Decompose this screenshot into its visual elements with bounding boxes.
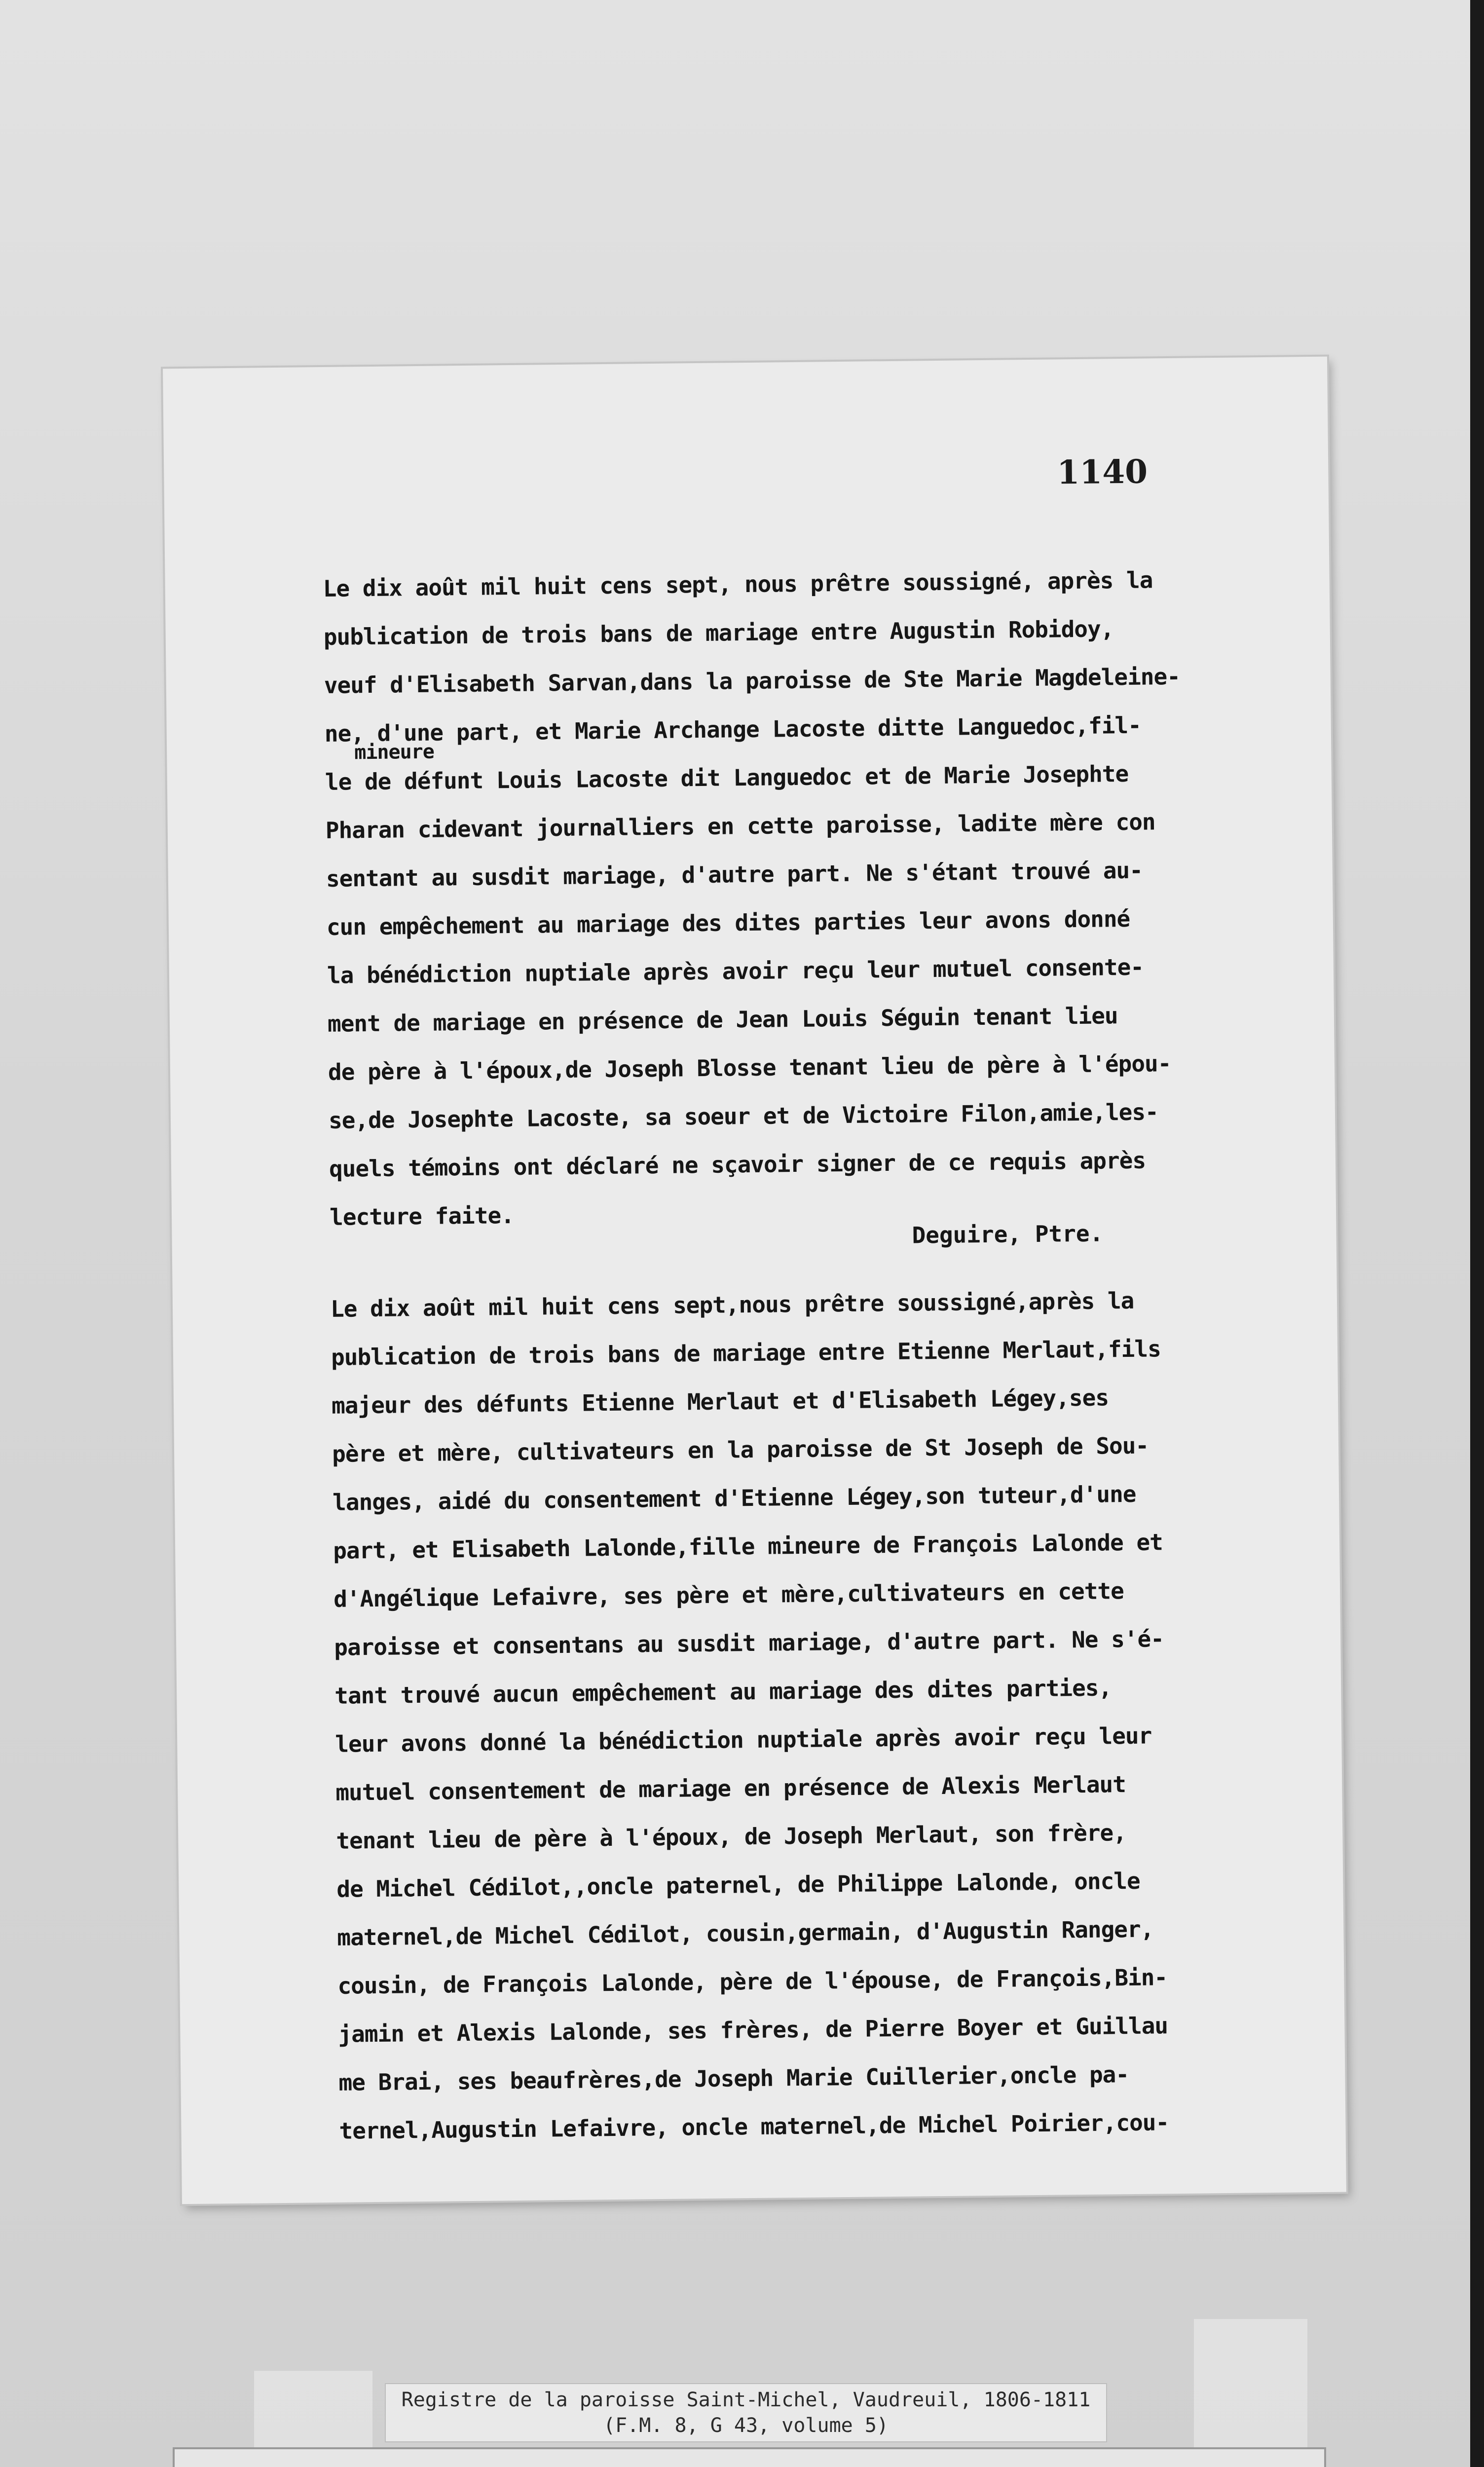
entry-line: d'Angélique Lefaivre, ses père et mère,cultivateurs en cette (333, 1577, 1124, 1612)
entry-line: publication de trois bans de mariage entre Augustin Robidoy, (323, 615, 1114, 650)
archive-caption (385, 2383, 1107, 2442)
entry-line: maternel,de Michel Cédilot, cousin,germain, d'Augustin Ranger, (337, 1915, 1154, 1951)
entry-line: sentant au susdit mariage, d'autre part. Ne s'étant trouvé au- (326, 857, 1143, 892)
entry-line: paroisse et consentans au susdit mariage, d'autre part. Ne s'é- (334, 1625, 1164, 1661)
entry-line: Pharan cidevant journalliers en cette paroisse, ladite mère con (325, 808, 1155, 844)
tape-piece (1194, 2319, 1307, 2462)
entry-line: la bénédiction nuptiale après avoir reçu leur mutuel consente- (327, 953, 1144, 989)
entry-line: quels témoins ont déclaré ne sçavoir signer de ce requis après (329, 1147, 1146, 1182)
interlinear-insertion: mineure (354, 740, 435, 764)
entry-line: tant trouvé aucun empêchement au mariage des dites parties, (334, 1674, 1112, 1709)
entry-line: de père à l'époux,de Joseph Blosse tenant lieu de père à l'épou- (328, 1050, 1171, 1085)
archives-stamp (173, 2447, 1326, 2467)
entry-line: cousin, de François Lalonde, père de l'épouse, de François,Bin- (337, 1964, 1168, 1999)
entry-line: jamin et Alexis Lalonde, ses frères, de Pierre Boyer et Guillau (338, 2012, 1168, 2048)
entry-line: veuf d'Elisabeth Sarvan,dans la paroisse de Ste Marie Magdeleine- (324, 663, 1181, 699)
entry-line: ment de mariage en présence de Jean Louis Séguin tenant lieu (327, 1002, 1118, 1037)
entry-line: Le dix août mil huit cens sept, nous prêtre soussigné, après la (323, 566, 1153, 602)
entry-line: publication de trois bans de mariage entre Etienne Merlaut,fils (331, 1335, 1161, 1371)
entry-line: se,de Josephte Lacoste, sa soeur et de Victoire Filon,amie,les- (328, 1098, 1158, 1134)
marriage-entry-1 (323, 555, 1292, 1241)
page-number: 1140 (1056, 452, 1148, 492)
entry-line: cun empêchement au mariage des dites parties leur avons donné (326, 905, 1130, 940)
entry-line: leur avons donné la bénédiction nuptiale après avoir reçu leur (334, 1722, 1152, 1757)
entry-line: mutuel consentement de mariage en présence de Alexis Merlaut (335, 1771, 1126, 1806)
register-page (163, 357, 1346, 2205)
caption-title: Registre de la paroisse Saint-Michel, Vaudreuil, 1806-1811 (401, 2389, 1091, 2411)
entry-line: langes, aidé du consentement d'Etienne Légey,son tuteur,d'une (332, 1480, 1136, 1516)
entry-line: de Michel Cédilot,,oncle paternel, de Philippe Lalonde, oncle (336, 1867, 1140, 1903)
priest-signature: Deguire, Ptre. (912, 1220, 1104, 1249)
entry-line: majeur des défunts Etienne Merlaut et d'Elisabeth Légey,ses (331, 1384, 1109, 1419)
entry-line: le de défunt Louis Lacoste dit Languedoc et de Marie Josephte (325, 760, 1129, 795)
entry-line: lecture faite. (329, 1201, 515, 1231)
entry-line: ne, d'une part, et Marie Archange Lacoste ditte Languedoc,fil- (324, 711, 1142, 747)
entry-line: Le dix août mil huit cens sept,nous prêtre soussigné,après la (330, 1287, 1134, 1322)
entry-line: part, et Elisabeth Lalonde,fille mineure de François Lalonde et (333, 1529, 1163, 1564)
entry-line: ternel,Augustin Lefaivre, oncle maternel,de Michel Poirier,cou- (339, 2109, 1169, 2144)
entry-line: me Brai, ses beaufrères,de Joseph Marie Cuillerier,oncle pa- (338, 2061, 1129, 2096)
entry-line: tenant lieu de père à l'époux, de Joseph Merlaut, son frère, (336, 1819, 1127, 1854)
caption-reference: (F.M. 8, G 43, volume 5) (603, 2414, 889, 2437)
film-edge-right (1470, 0, 1484, 2467)
entry-line: père et mère, cultivateurs en la paroisse de St Joseph de Sou- (332, 1432, 1149, 1467)
marriage-entry-2 (331, 1274, 1301, 2155)
